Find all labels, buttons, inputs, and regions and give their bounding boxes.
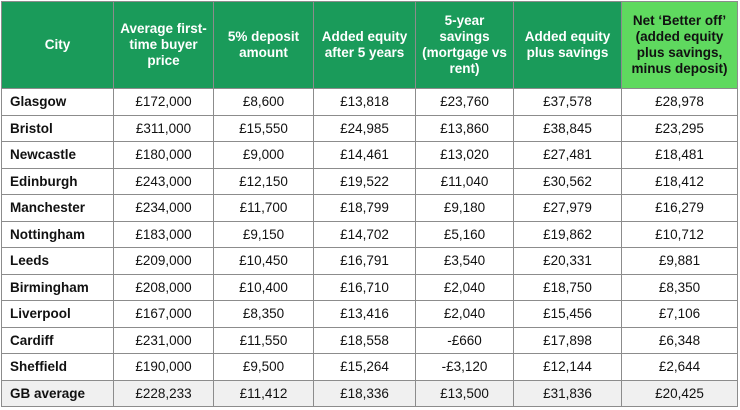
deposit-cell: £11,412 — [214, 380, 314, 407]
savings-cell: £13,020 — [416, 142, 514, 169]
price-cell: £190,000 — [114, 354, 214, 381]
deposit-cell: £15,550 — [214, 115, 314, 142]
price-cell: £234,000 — [114, 195, 214, 222]
table-row — [2, 221, 738, 248]
savings-cell: £13,860 — [416, 115, 514, 142]
city-cell: Bristol — [2, 115, 114, 142]
table-row — [2, 168, 738, 195]
equity-cell: £13,818 — [314, 89, 416, 116]
equity-plus-savings-cell: £19,862 — [514, 221, 622, 248]
table-row — [2, 274, 738, 301]
city-cell: Birmingham — [2, 274, 114, 301]
city-cell: Nottingham — [2, 221, 114, 248]
equity-plus-savings-cell: £30,562 — [514, 168, 622, 195]
header-equity-plus-savings: Added equity plus savings — [514, 2, 622, 89]
header-city: City — [2, 2, 114, 89]
table-row — [2, 327, 738, 354]
city-cell: Newcastle — [2, 142, 114, 169]
deposit-cell: £11,700 — [214, 195, 314, 222]
net-better-off-cell: £2,644 — [622, 354, 738, 381]
deposit-cell: £9,150 — [214, 221, 314, 248]
city-cell: Leeds — [2, 248, 114, 275]
deposit-cell: £8,350 — [214, 301, 314, 328]
header-row — [2, 2, 738, 89]
equity-cell: £18,558 — [314, 327, 416, 354]
header-average-price: Average first-time buyer price — [114, 2, 214, 89]
city-cell: Sheffield — [2, 354, 114, 381]
equity-plus-savings-cell: £37,578 — [514, 89, 622, 116]
table-row — [2, 142, 738, 169]
equity-cell: £18,336 — [314, 380, 416, 407]
equity-plus-savings-cell: £38,845 — [514, 115, 622, 142]
net-better-off-cell: £8,350 — [622, 274, 738, 301]
savings-cell: £13,500 — [416, 380, 514, 407]
net-better-off-cell: £7,106 — [622, 301, 738, 328]
table-row — [2, 301, 738, 328]
table-row — [2, 195, 738, 222]
header-deposit: 5% deposit amount — [214, 2, 314, 89]
price-cell: £208,000 — [114, 274, 214, 301]
equity-cell: £24,985 — [314, 115, 416, 142]
equity-cell: £19,522 — [314, 168, 416, 195]
price-cell: £167,000 — [114, 301, 214, 328]
city-cell: Cardiff — [2, 327, 114, 354]
savings-cell: £2,040 — [416, 301, 514, 328]
city-cell: Glasgow — [2, 89, 114, 116]
comparison-table-container — [1, 1, 737, 407]
header-added-equity: Added equity after 5 years — [314, 2, 416, 89]
city-cell: Manchester — [2, 195, 114, 222]
equity-cell: £14,461 — [314, 142, 416, 169]
net-better-off-cell: £18,412 — [622, 168, 738, 195]
equity-plus-savings-cell: £12,144 — [514, 354, 622, 381]
table-row — [2, 354, 738, 381]
equity-cell: £13,416 — [314, 301, 416, 328]
net-better-off-cell: £16,279 — [622, 195, 738, 222]
deposit-cell: £9,000 — [214, 142, 314, 169]
equity-plus-savings-cell: £31,836 — [514, 380, 622, 407]
savings-cell: -£660 — [416, 327, 514, 354]
equity-cell: £15,264 — [314, 354, 416, 381]
city-cell: Edinburgh — [2, 168, 114, 195]
city-cell: Liverpool — [2, 301, 114, 328]
price-cell: £183,000 — [114, 221, 214, 248]
equity-cell: £14,702 — [314, 221, 416, 248]
equity-plus-savings-cell: £27,481 — [514, 142, 622, 169]
equity-cell: £18,799 — [314, 195, 416, 222]
equity-plus-savings-cell: £27,979 — [514, 195, 622, 222]
equity-plus-savings-cell: £17,898 — [514, 327, 622, 354]
average-row — [2, 380, 738, 407]
header-savings: 5-year savings (mortgage vs rent) — [416, 2, 514, 89]
city-cell: GB average — [2, 380, 114, 407]
savings-cell: £5,160 — [416, 221, 514, 248]
savings-cell: £2,040 — [416, 274, 514, 301]
price-cell: £209,000 — [114, 248, 214, 275]
deposit-cell: £12,150 — [214, 168, 314, 195]
net-better-off-cell: £10,712 — [622, 221, 738, 248]
price-cell: £172,000 — [114, 89, 214, 116]
city-comparison-table — [1, 1, 738, 407]
savings-cell: -£3,120 — [416, 354, 514, 381]
table-row — [2, 115, 738, 142]
net-better-off-cell: £20,425 — [622, 380, 738, 407]
price-cell: £243,000 — [114, 168, 214, 195]
table-row — [2, 248, 738, 275]
deposit-cell: £9,500 — [214, 354, 314, 381]
table-body — [2, 89, 738, 407]
savings-cell: £23,760 — [416, 89, 514, 116]
deposit-cell: £8,600 — [214, 89, 314, 116]
equity-cell: £16,791 — [314, 248, 416, 275]
savings-cell: £11,040 — [416, 168, 514, 195]
net-better-off-cell: £18,481 — [622, 142, 738, 169]
deposit-cell: £10,450 — [214, 248, 314, 275]
net-better-off-cell: £28,978 — [622, 89, 738, 116]
equity-plus-savings-cell: £18,750 — [514, 274, 622, 301]
savings-cell: £9,180 — [416, 195, 514, 222]
equity-plus-savings-cell: £20,331 — [514, 248, 622, 275]
net-better-off-cell: £9,881 — [622, 248, 738, 275]
table-row — [2, 89, 738, 116]
price-cell: £180,000 — [114, 142, 214, 169]
net-better-off-cell: £6,348 — [622, 327, 738, 354]
price-cell: £311,000 — [114, 115, 214, 142]
deposit-cell: £10,400 — [214, 274, 314, 301]
net-better-off-cell: £23,295 — [622, 115, 738, 142]
price-cell: £228,233 — [114, 380, 214, 407]
savings-cell: £3,540 — [416, 248, 514, 275]
price-cell: £231,000 — [114, 327, 214, 354]
equity-plus-savings-cell: £15,456 — [514, 301, 622, 328]
header-net-better-off: Net ‘Better off’ (added equity plus savings, minus deposit) — [622, 2, 738, 89]
deposit-cell: £11,550 — [214, 327, 314, 354]
equity-cell: £16,710 — [314, 274, 416, 301]
